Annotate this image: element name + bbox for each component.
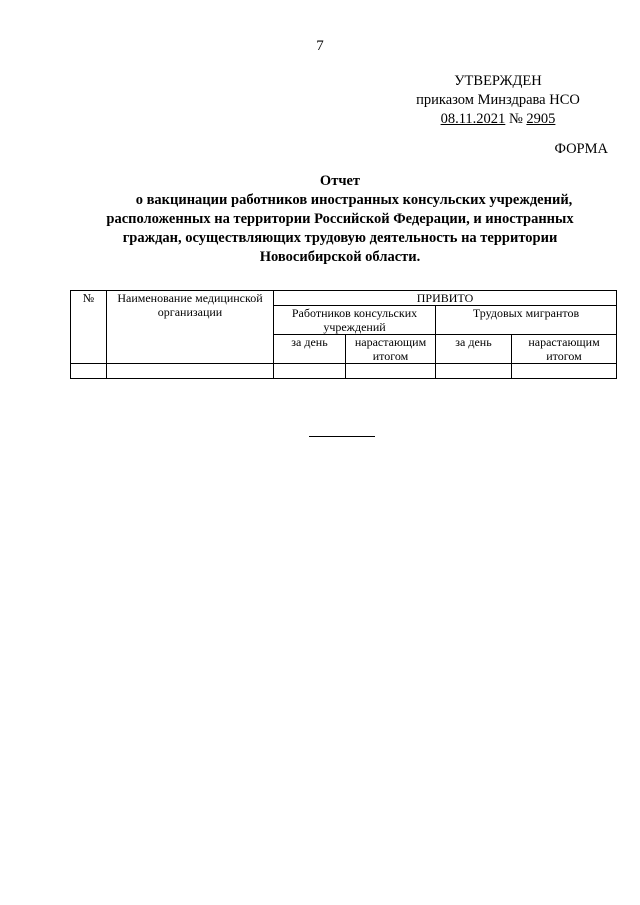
page-number: 7 xyxy=(316,38,324,54)
header-vaccinated: ПРИВИТО xyxy=(274,291,617,306)
header-consular-per-day: за день xyxy=(274,335,346,364)
header-number: № xyxy=(71,291,107,364)
table-cell[interactable] xyxy=(436,364,512,379)
header-consular-workers: Работников консульских учреждений xyxy=(274,306,436,335)
approval-block xyxy=(400,72,596,129)
table-cell[interactable] xyxy=(71,364,107,379)
approval-issuer: приказом Минздрава НСО xyxy=(416,92,580,108)
table-cell[interactable] xyxy=(274,364,346,379)
report-title-line-3: граждан, осуществляющих трудовую деятельность на территории xyxy=(122,230,558,246)
approval-status: УТВЕРЖДЕН xyxy=(454,73,542,89)
header-labor-migrants: Трудовых мигрантов xyxy=(436,306,617,335)
report-title-line-2: расположенных на территории Российской Федерации, и иностранных xyxy=(106,211,574,227)
header-migrants-cumulative: нарастающим итогом xyxy=(512,335,617,364)
approval-date: 08.11.2021 xyxy=(440,111,506,127)
report-title-heading: Отчет xyxy=(319,173,361,189)
header-organization: Наименование медицинской организации xyxy=(107,291,274,364)
report-title xyxy=(80,172,600,267)
header-migrants-per-day: за день xyxy=(436,335,512,364)
table-header-row-1 xyxy=(71,291,617,306)
report-title-line-4: Новосибирской области. xyxy=(259,249,421,265)
table-row xyxy=(71,364,617,379)
approval-number: 2905 xyxy=(526,111,556,127)
report-table xyxy=(70,290,617,379)
table-cell[interactable] xyxy=(346,364,436,379)
report-title-line-1: о вакцинации работников иностранных консульских учреждений, xyxy=(135,192,573,208)
table-cell[interactable] xyxy=(107,364,274,379)
approval-date-number xyxy=(400,110,596,129)
approval-number-sign: № xyxy=(508,111,523,127)
form-label: ФОРМА xyxy=(554,141,608,157)
table-cell[interactable] xyxy=(512,364,617,379)
header-consular-cumulative: нарастающим итогом xyxy=(346,335,436,364)
end-divider xyxy=(309,436,375,437)
